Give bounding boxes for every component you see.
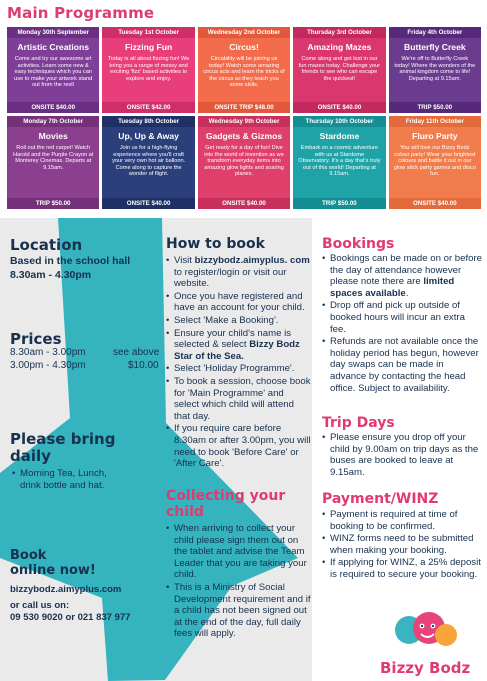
programme-card	[7, 27, 99, 113]
card-price: ONSITE $40.00	[102, 198, 194, 209]
prices-row2-time: 3.00pm - 4.30pm	[10, 360, 86, 371]
card-day: Friday 11th October	[389, 116, 481, 127]
trip-item: • Please ensure you drop off your child by 9.00am on trip days as the buses are booked to leave at 9.15am.	[322, 432, 482, 478]
info-section	[0, 218, 487, 681]
location-place: Based in the school hall	[10, 255, 131, 267]
payment-item: • If applying for WINZ, a 25% deposit is required to secure your booking.	[322, 557, 482, 580]
programme-grid	[7, 27, 481, 212]
bring-item: • Morning Tea, Lunch, drink bottle and hat.	[12, 468, 112, 491]
howto-step: • Once you have registered and have an account for your child.	[166, 291, 311, 314]
programme-card	[102, 116, 194, 209]
programme-card	[102, 27, 194, 113]
card-day: Monday 7th October	[7, 116, 99, 127]
bring-heading-line1: Please bring	[10, 430, 116, 448]
prices-heading: Prices	[10, 330, 62, 348]
card-title: Gadgets & Gizmos	[205, 131, 283, 141]
card-title: Fluro Party	[412, 131, 458, 141]
card-desc: Join us for a high-flying experience where you'll craft your very own hot air balloon. Come along to capture the wonder of flight.	[112, 145, 186, 178]
collecting-list	[166, 523, 311, 641]
location-heading: Location	[10, 236, 83, 254]
howto-step: • Ensure your child's name is selected & select Bizzy Bodz Star of the Sea.	[166, 328, 311, 363]
book-heading-line1: Book	[10, 548, 47, 563]
card-day: Thursday 3rd October	[293, 27, 385, 38]
card-title: Artistic Creations	[17, 42, 90, 52]
bring-heading-line2: daily	[10, 447, 51, 465]
card-desc: Get ready for a day of fun! Dive into the world of invention as we transform everyday items into amazing glow lights and soaring planes.	[204, 145, 284, 178]
book-heading-line2: online now!	[10, 563, 96, 578]
card-price: TRIP $50.00	[389, 102, 481, 113]
book-phones: 09 530 9020 or 021 837 977	[10, 612, 131, 623]
card-desc: We're off to Butterfly Creek today! Where the wonders of the animal kingdom come to life! Departing at 9.15am.	[394, 56, 476, 82]
howto-step: • Select 'Make a Booking'.	[166, 315, 311, 327]
card-day: Wednesday 2nd October	[198, 27, 290, 38]
howto-step: • Visit bizzybodz.aimyplus. com to register/login or visit our website.	[166, 255, 311, 290]
bookings-list	[322, 253, 482, 395]
card-title: Stardome	[319, 131, 360, 141]
card-price: TRIP $50.00	[293, 198, 385, 209]
card-title: Fizzing Fun	[124, 42, 173, 52]
collecting-heading-line1: Collecting your	[166, 488, 286, 504]
card-day: Tuesday 8th October	[102, 116, 194, 127]
book-heading	[10, 548, 96, 578]
howto-step: • To book a session, choose book for 'Main Programme' and select which child will attend that day.	[166, 376, 311, 422]
card-price: ONSITE $40.00	[198, 198, 290, 209]
card-day: Tuesday 1st October	[102, 27, 194, 38]
howto-step: • If you require care before 8.30am or after 3.00pm, you will need to book 'Before Care' or 'After Care'.	[166, 423, 311, 469]
logo-text: Bizzy Bodz	[380, 659, 471, 677]
page-title: Main Programme	[7, 4, 155, 22]
booking-link[interactable]: bizzybodz.aimyplus. com	[194, 255, 310, 266]
payment-item: • WINZ forms need to be submitted when making your booking.	[322, 533, 482, 556]
card-day: Monday 30th September	[7, 27, 99, 38]
card-day: Wednesday 9th October	[198, 116, 290, 127]
card-desc: Come and try our awesome art activities. Learn some new & easy techniques which you can use to make your artwork stand out from the rest!	[14, 56, 93, 89]
card-title: Amazing Mazes	[307, 42, 372, 52]
card-price: ONSITE $40.00	[293, 102, 385, 113]
payment-list	[322, 509, 482, 582]
card-price: ONSITE $40.00	[7, 102, 99, 113]
card-price: ONSITE $40.00	[389, 198, 481, 209]
card-desc: Today is all about fizzing fun! We bring you a range of messy and exciting 'fizz' based activities to explore and enjoy.	[107, 56, 190, 82]
howto-heading: How to book	[166, 236, 265, 252]
card-desc: You will love our Bizzy Bodz colour party! Wear your brightest colours and battle it out in our glow stick party games and disco fun.	[393, 145, 476, 178]
card-title: Up, Up & Away	[118, 131, 179, 141]
programme-week-2	[7, 116, 481, 209]
bookings-item: • Bookings can be made on or before the day of attendance however please note there are limited spaces available.	[322, 253, 482, 299]
prices-row1-note: see above	[113, 347, 160, 358]
trip-list	[322, 432, 482, 479]
collecting-heading	[166, 488, 285, 520]
card-desc: Embark on a cosmic adventure with us at Stardome Observatory. It's a day that's truly out of this world! Departing at 9.15am.	[298, 145, 381, 178]
card-title: Movies	[38, 131, 68, 141]
collecting-item: • This is a Ministry of Social Development requirement and if a child has not been signed out at the end of the day, full daily fees will apply.	[166, 582, 311, 640]
bookings-item: • Refunds are not available once the holiday period has begun, however day swaps can be made in advance by contacting the head office. Subject to availability.	[322, 336, 482, 394]
card-desc: Circability will be joining us today! Watch some amazing circus acts and learn the tricks of the circus as they teach you some skills.	[203, 56, 285, 89]
book-call-label: or call us on:	[10, 600, 70, 611]
bring-heading	[10, 431, 115, 465]
programme-card	[198, 27, 290, 113]
programme-card	[389, 116, 481, 209]
card-title: Butterfly Creek	[404, 42, 466, 52]
howto-step: • Select 'Holiday Programme'.	[166, 363, 311, 375]
card-price: ONSITE TRIP $48.00	[198, 102, 290, 113]
card-price: TRIP $50.00	[7, 198, 99, 209]
programme-card	[293, 116, 385, 209]
programme-week-1	[7, 27, 481, 113]
book-url[interactable]: bizzybodz.aimyplus.com	[10, 584, 122, 595]
card-desc: Roll out the red carpet! Watch Harold and the Purple Crayon at Monterey Cinemas. Departs at 9.15am.	[13, 145, 94, 171]
payment-heading: Payment/WINZ	[322, 491, 439, 507]
payment-item: • Payment is required at time of booking to be confirmed.	[322, 509, 482, 532]
collecting-item: • When arriving to collect your child please sign them out on the tablet and advise the Team Leader that you are taking your child.	[166, 523, 311, 581]
programme-card	[389, 27, 481, 113]
location-hours: 8.30am - 4.30pm	[10, 269, 92, 281]
bookings-item: • Drop off and pick up outside of booked hours will incur an extra fee.	[322, 300, 482, 335]
bring-list	[12, 468, 112, 492]
programme-card	[198, 116, 290, 209]
programme-card	[7, 116, 99, 209]
trip-heading: Trip Days	[322, 415, 395, 431]
card-title: Circus!	[229, 42, 259, 52]
bookings-heading: Bookings	[322, 236, 395, 252]
programme-card	[293, 27, 385, 113]
prices-row1-time: 8.30am - 3.00pm	[10, 347, 86, 358]
howto-list	[166, 255, 311, 471]
prices-row2-price: $10.00	[128, 360, 159, 371]
card-price: ONSITE $42.00	[102, 102, 194, 113]
card-day: Friday 4th October	[389, 27, 481, 38]
card-day: Thursday 10th October	[293, 116, 385, 127]
card-desc: Come along and get lost in our fun mazes today. Challenge your friends to see who can escape the quickest!	[298, 56, 381, 82]
collecting-heading-line2: child	[166, 504, 204, 520]
